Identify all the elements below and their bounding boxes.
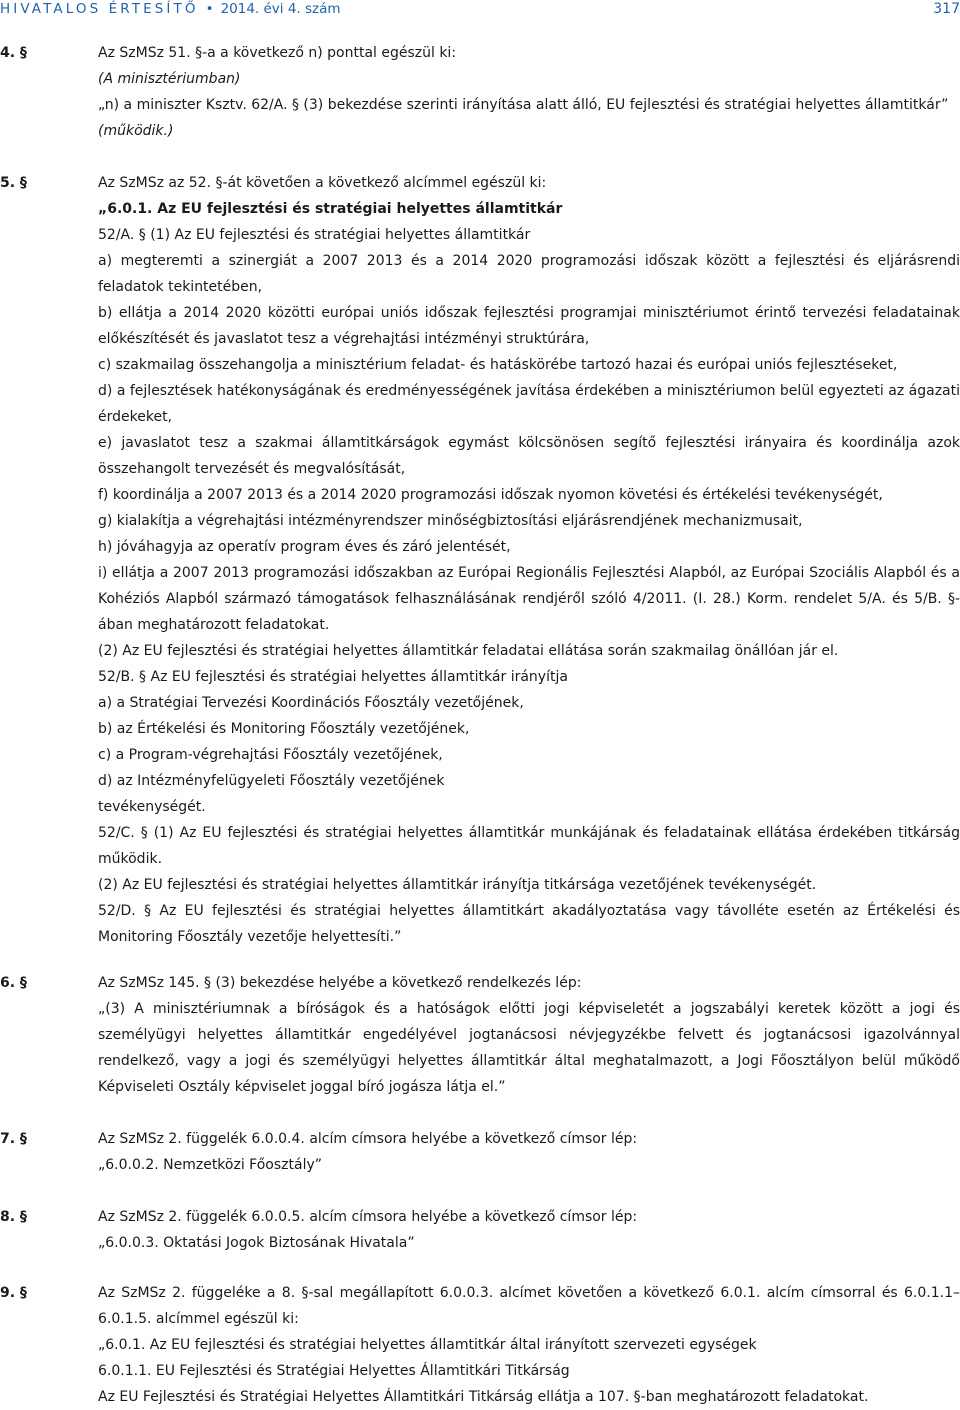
paragraph: d) az Intézményfelügyeleti Főosztály vezetőjének: [98, 773, 445, 789]
section-number: 5. §: [0, 175, 27, 191]
section-number: 8. §: [0, 1209, 27, 1225]
paragraph: 52/B. § Az EU fejlesztési és stratégiai helyettes államtitkár irányítja: [98, 669, 568, 685]
header-separator: •: [205, 1, 214, 17]
paragraph: h) jóváhagyja az operatív program éves és záró jelentését,: [98, 539, 511, 555]
header-left: [0, 0, 341, 18]
section-body: [98, 40, 960, 144]
section-number: 4. §: [0, 45, 27, 61]
paragraph: f) koordinálja a 2007 2013 és a 2014 2020 programozási időszak nyomon követési és értékelési tevékenységét,: [98, 487, 883, 503]
paragraph: Az EU Fejlesztési és Stratégiai Helyettes Államtitkári Titkárság ellátja a 107. §-ban meghatározott feladatokat.: [98, 1389, 869, 1405]
paragraph: b) ellátja a 2014 2020 közötti európai uniós időszak fejlesztési programjai minisztériumot érintő tervezési feladatainak előkészítését és javaslatot tesz a végrehajtási intézményi struktúrára,: [98, 305, 960, 347]
paragraph: g) kialakítja a végrehajtási intézményrendszer minőségbiztosítási eljárásrendjének mechanizmusait,: [98, 513, 803, 529]
paragraph: a) megteremti a szinergiát a 2007 2013 és a 2014 2020 programozási időszak között a fejlesztési és eljárásrendi feladatok tekintetében,: [98, 253, 960, 295]
section-body: [98, 170, 960, 950]
page-number: 317: [933, 1, 960, 17]
paragraph: 52/A. § (1) Az EU fejlesztési és stratégiai helyettes államtitkár: [98, 227, 531, 243]
paragraph: (2) Az EU fejlesztési és stratégiai helyettes államtitkár irányítja titkársága vezetőjének tevékenységét.: [98, 877, 817, 893]
new-heading: „6.0.0.3. Oktatási Jogok Biztosának Hivatala”: [98, 1235, 415, 1251]
section-intro: Az SzMSz 2. függelék 6.0.0.4. alcím címsora helyébe a következő címsor lép:: [98, 1131, 638, 1147]
paragraph: a) a Stratégiai Tervezési Koordinációs Főosztály vezetőjének,: [98, 695, 524, 711]
paragraph: d) a fejlesztések hatékonyságának és eredményességének javítása érdekében a minisztériumon belül egyezteti az ágazati érdekeket,: [98, 383, 960, 425]
paragraph: 52/C. § (1) Az EU fejlesztési és stratégiai helyettes államtitkár munkájának és feladatainak ellátása érdekében titkárság működik.: [98, 825, 960, 867]
section-intro: Az SzMSz az 52. §-át követően a következő alcímmel egészül ki:: [98, 175, 547, 191]
paragraph: c) szakmailag összehangolja a minisztérium feladat- és hatáskörébe tartozó hazai és európai uniós fejlesztéseket,: [98, 357, 898, 373]
issue-label: 2014. évi 4. szám: [220, 1, 341, 17]
section-body: [98, 1126, 960, 1178]
paragraph: c) a Program-végrehajtási Főosztály vezetőjének,: [98, 747, 443, 763]
subtitle: „6.0.1. Az EU fejlesztési és stratégiai helyettes államtitkár: [98, 201, 563, 217]
paragraph: e) javaslatot tesz a szakmai államtitkárságok egymást kölcsönösen segítő fejlesztési irányaira és koordinálja azok összehangolt tervezését és megvalósítását,: [98, 435, 960, 477]
context-line: (működik.): [98, 123, 174, 139]
paragraph: 52/D. § Az EU fejlesztési és stratégiai helyettes államtitkárt akadályoztatása vagy távolléte esetén az Értékelési és Monitoring Főosztály vezetője helyettesíti.”: [98, 903, 960, 945]
section-intro: Az SzMSz 2. függelék 6.0.0.5. alcím címsora helyébe a következő címsor lép:: [98, 1209, 638, 1225]
section-intro: Az SzMSz 51. §-a a következő n) ponttal egészül ki:: [98, 45, 457, 61]
paragraph: tevékenységét.: [98, 799, 206, 815]
new-heading: „6.0.0.2. Nemzetközi Főosztály”: [98, 1157, 322, 1173]
paragraph: „(3) A minisztériumnak a bíróságok és a hatóságok előtti jogi képviseletét a jogszabályi keretek között a jogi és személyügyi helyettes államtitkár engedélyével jogtanácsosi névjegyzékbe felvett és jogtanácsosi igazolvánnyal rendelkező, vagy a jogi és személyügyi helyettes államtitkár által meghatalmazott, a Jogi Főosztályon belül működő Képviseleti Osztály képviselet joggal bíró jogásza látja el.”: [98, 1001, 960, 1095]
context-line: (A minisztériumban): [98, 71, 241, 87]
section-body: [98, 970, 960, 1100]
page-header: [0, 0, 960, 18]
subtitle: „6.0.1. Az EU fejlesztési és stratégiai helyettes államtitkár által irányított szervezeti egységek: [98, 1337, 757, 1353]
paragraph: i) ellátja a 2007 2013 programozási időszakban az Európai Regionális Fejlesztési Alapból, az Európai Szociális Alapból és a Kohéziós Alapból származó támogatások felhasználásának rendjéről szóló 4/2011. (I. 28.) Korm. rendelet 5/A. és 5/B. §-ában meghatározott feladatokat.: [98, 565, 960, 633]
section-number: 6. §: [0, 975, 27, 991]
section-body: [98, 1204, 960, 1256]
paragraph: b) az Értékelési és Monitoring Főosztály vezetőjének,: [98, 721, 470, 737]
section-body: [98, 1280, 960, 1410]
paragraph: (2) Az EU fejlesztési és stratégiai helyettes államtitkár feladatai ellátása során szakmailag önállóan jár el.: [98, 643, 839, 659]
section-intro: Az SzMSz 2. függeléke a 8. §-sal megállapított 6.0.0.3. alcímet követően a következő 6.0.1. alcím címsorral és 6.0.1.1– 6.0.1.5. alcímmel egészül ki:: [98, 1285, 960, 1327]
section-number: 7. §: [0, 1131, 27, 1147]
section-number: 9. §: [0, 1285, 27, 1301]
amendment-line: „n) a miniszter Ksztv. 62/A. § (3) bekezdése szerinti irányítása alatt álló, EU fejlesztési és stratégiai helyettes államtitkár”: [98, 97, 949, 113]
publication-title: HIVATALOS ÉRTESÍTŐ: [0, 1, 199, 17]
section-intro: Az SzMSz 145. § (3) bekezdése helyébe a következő rendelkezés lép:: [98, 975, 582, 991]
subtitle: 6.0.1.1. EU Fejlesztési és Stratégiai Helyettes Államtitkári Titkárság: [98, 1363, 570, 1379]
